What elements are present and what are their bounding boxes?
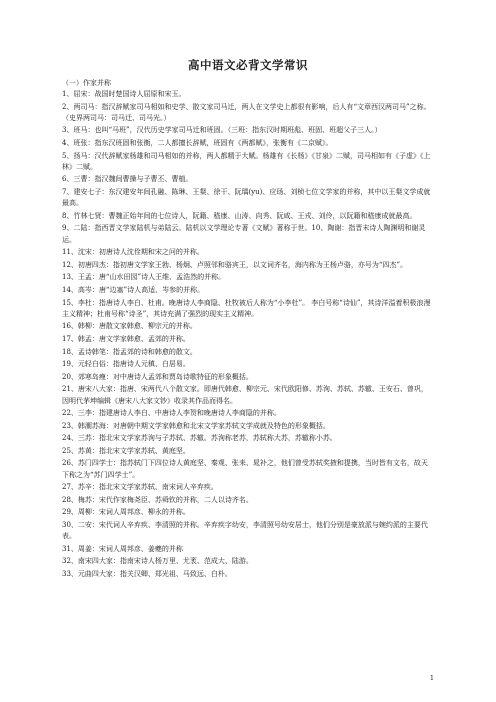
list-item: 17、韩孟：唐文学家韩愈、孟郊的并称。 xyxy=(62,334,190,343)
list-item: 2、两司马：指汉辞赋家司马相如和史学、散文家司马迁，两人在文学史上都很有影响，后人有“文章西汉两司马”之称。（史界两司马：司马迁、司马光。） xyxy=(62,102,431,122)
list-item: 19、元轻白俗：指唐诗人元稹、白居易。 xyxy=(62,360,190,369)
list-item: 32、南宋四大家：指南宋诗人杨万里、尤袤、范成大、陆游。 xyxy=(62,557,253,566)
list-item: 21、唐宋八大家：指唐、宋两代八个散文家。即唐代韩愈、柳宗元、宋代欧阳修、苏洵、苏轼、苏辙、王安石、曾巩，因明代茅坤编辑《唐宋八大家文钞》收录其作品而得名。 xyxy=(62,385,428,405)
section-heading: （一）作家并称 xyxy=(62,79,111,87)
list-item: 18、孟诗韩笔：指孟郊的诗和韩愈的散文。 xyxy=(62,347,197,356)
list-item: 30、二安：宋代词人辛弃疾、李清照的并称。辛弃疾字幼安，李清照号幼安居士，他们分别是豪放派与婉约派的主要代表。 xyxy=(62,521,428,541)
list-item: 1、屈宋：战国时楚国诗人屈原和宋玉。 xyxy=(62,90,186,98)
list-item: 16、韩柳：唐散文家韩愈、柳宗元的并称。 xyxy=(62,322,197,331)
item-list xyxy=(62,89,434,580)
list-item: 11、沈宋：初唐诗人沈佺期和宋之问的并称。 xyxy=(62,248,204,257)
list-item: 33、元曲四大家：指关汉卿、郑光祖、马致远、白朴。 xyxy=(62,570,232,579)
list-item: 9、二陆：指西晋文学家陆机与弟陆云。陆机以文学理论专著《文赋》著称于世。10、陶谢：指晋末诗人陶渊明和谢灵运。 xyxy=(62,224,426,244)
list-item: 22、三李：指建唐诗人李白、中唐诗人李贺和晚唐诗人李商隐的并称。 xyxy=(62,409,281,418)
page-title: 高中语文必背文学常识 xyxy=(188,58,308,72)
list-item: 25、苏黄：指北宋文学家苏轼、黄庭坚。 xyxy=(62,446,190,455)
list-item: 6、三曹：指汉魏间曹操与子曹丕、曹植。 xyxy=(62,175,193,184)
list-item: 4、班张：指东汉班固和张衡，二人都擅长辞赋，班固有《两都赋》，张衡有《二京赋》。 xyxy=(62,138,333,147)
list-item: 3、班马：也叫“马班”，汉代历史学家司马迁和班固。（三班：指东汉时期班彪、班固、班超父子三人。） xyxy=(62,126,382,135)
list-item: 27、苏辛：指北宋文学家苏轼、南宋词人辛弃疾。 xyxy=(62,483,218,492)
list-item: 14、高岑：唐“边塞”诗人高适、岑参的并称。 xyxy=(62,285,205,294)
list-item: 8、竹林七贤：曹魏正始年间的七位诗人，阮籍、嵇康、山涛、向秀、阮咸、王戎、刘伶，以阮籍和嵇康成就最高。 xyxy=(62,211,417,220)
list-item: 7、建安七子：东汉建安年间孔融、陈琳、王粲、徐干、阮瑀(yu)、应玚、刘桢七位文学家的并称，其中以王粲文学成就最高。 xyxy=(62,187,431,208)
list-item: 13、王孟：唐“山水田园”诗人王维、孟浩然的并称。 xyxy=(62,273,226,282)
list-item: 28、梅苏：宋代作家梅尧臣、苏舜钦的并称，二人以诗齐名。 xyxy=(62,495,253,504)
list-item: 29、周柳：宋词人周邦彦、柳永的并称。 xyxy=(62,508,190,517)
page-number: 1 xyxy=(429,674,434,682)
list-item: 12、初唐四杰：指初唐文学家王勃、杨炯、卢照邻和骆宾王，以文词齐名，海内称为王杨卢骆，亦号为“四杰”。 xyxy=(62,260,408,269)
list-item: 20、郊寒岛瘦：对中唐诗人孟郊和贾岛诗歌特征的形象概括。 xyxy=(62,372,253,381)
list-item: 24、三苏：指北宋文学家苏洵与子苏轼、苏辙。苏洵称老苏，苏轼称大苏，苏辙称小苏。 xyxy=(62,434,337,443)
list-item: 23、韩潮苏海：对唐朝中期文学家韩愈和北宋文学家苏轼文学成就及特色的形象概括。 xyxy=(62,421,330,430)
list-item: 5、扬马：汉代辞赋家杨雄和司马相如的并称，两人都精于大赋。杨雄有《长杨》《甘泉》二赋，司马相如有《子虚》《上林》二赋。 xyxy=(62,151,431,171)
list-item: 15、李杜：指唐诗人李白、杜甫。晚唐诗人李商隐、杜牧被后人称为“小李杜”。 李白号称“诗仙”，其诗洋溢着积极浪漫主义精神；杜甫号称“诗圣”，其诗充满了强烈的现实主义精神。 xyxy=(62,298,431,318)
list-item: 26、苏门四学士：指苏轼门下四位诗人黄庭坚、秦观、张耒、晁补之，他们曾受苏轼奖掖和提携，当时皆有文名，故天下称之为“苏门四学士”。 xyxy=(62,459,428,479)
list-item: 31、周姜：宋词人周邦彦、姜夔的并称 xyxy=(62,544,183,553)
